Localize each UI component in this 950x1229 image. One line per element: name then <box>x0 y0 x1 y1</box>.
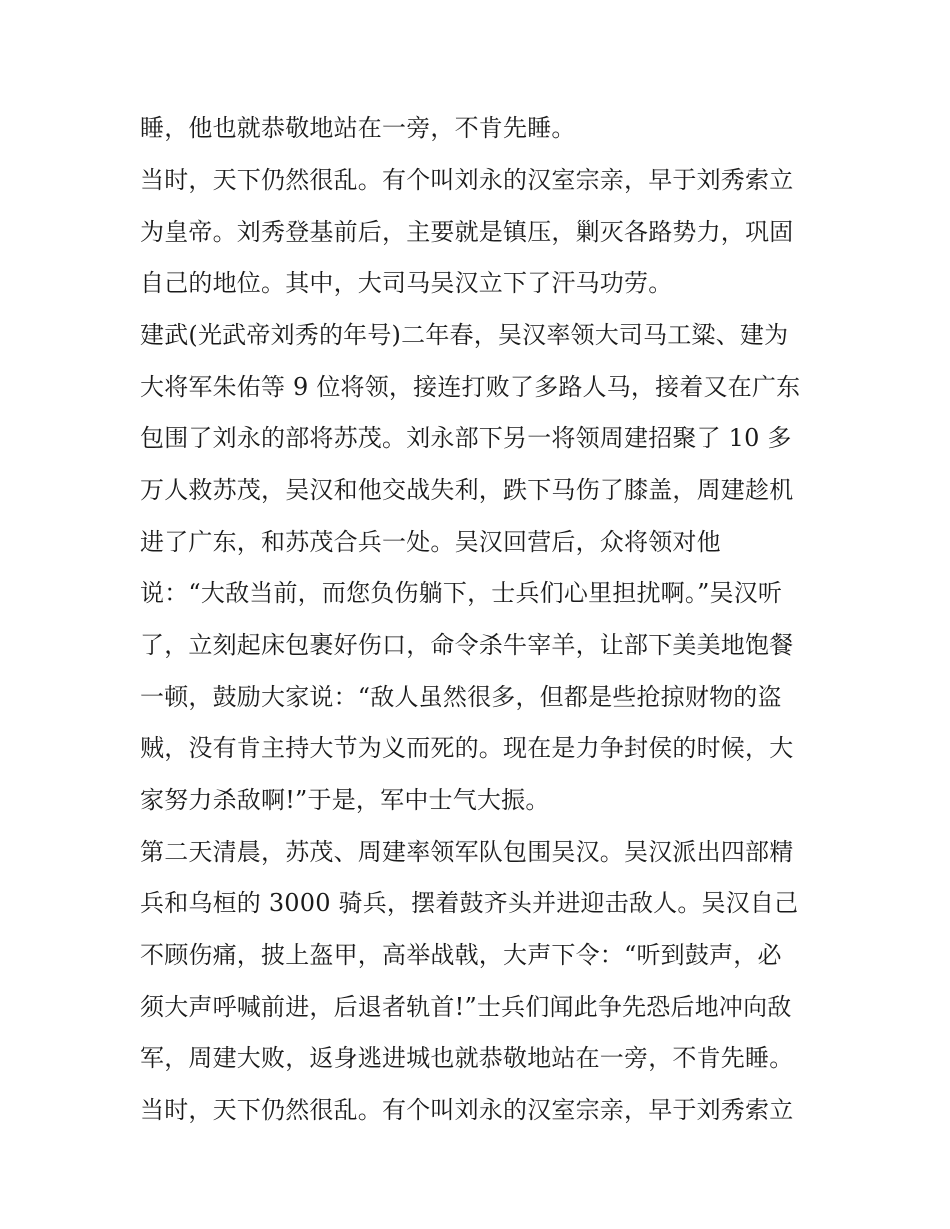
text-line: 兵和乌桓的 3000 骑兵，摆着鼓齐头并进迎击敌人。吴汉自己 <box>140 889 799 917</box>
text-line: 自己的地位。其中，大司马吴汉立下了汗马功劳。 <box>140 269 673 297</box>
text-line: 军，周建大败，返身逃进城也就恭敬地站在一旁，不肯先睡。 <box>140 1044 794 1072</box>
text-line: 为皇帝。刘秀登基前后，主要就是镇压，剿灭各路势力，巩固 <box>140 218 794 246</box>
text-line: 须大声呼喊前进，后退者轨首!”士兵们闻此争先恐后地冲向敌 <box>140 993 792 1021</box>
text-line: 一顿，鼓励大家说：“敌人虽然很多，但都是些抢掠财物的盗 <box>140 683 782 711</box>
text-line: 贼，没有肯主持大节为义而死的。现在是力争封侯的时候，大 <box>140 734 794 762</box>
text-line: 了，立刻起床包裹好伤口，命令杀牛宰羊，让部下美美地饱餐 <box>140 631 794 659</box>
text-line: 包围了刘永的部将苏茂。刘永部下另一将领周建招聚了 10 多 <box>140 424 792 452</box>
text-line: 进了广东，和苏茂合兵一处。吴汉回营后，众将领对他 <box>140 528 721 556</box>
text-line: 第二天清晨，苏茂、周建率领军队包围吴汉。吴汉派出四部精 <box>140 838 794 866</box>
text-line: 当时，天下仍然很乱。有个叫刘永的汉室宗亲，早于刘秀索立 <box>140 166 794 194</box>
text-line: 说：“大敌当前，而您负伤躺下，士兵们心里担扰啊。”吴汉听 <box>140 579 783 607</box>
text-line: 家努力杀敌啊!”于是，军中士气大振。 <box>140 786 550 814</box>
text-line: 万人救苏茂，吴汉和他交战失利，跌下马伤了膝盖，周建趁机 <box>140 476 794 504</box>
text-line: 大将军朱佑等 9 位将领，接连打败了多路人马，接着又在广东 <box>140 373 801 401</box>
text-line: 建武(光武帝刘秀的年号)二年春，吴汉率领大司马工粱、建为 <box>140 321 789 349</box>
text-line: 当时，天下仍然很乱。有个叫刘永的汉室宗亲，早于刘秀索立 <box>140 1096 794 1124</box>
text-line: 睡，他也就恭敬地站在一旁，不肯先睡。 <box>140 114 576 142</box>
text-line: 不顾伤痛，披上盔甲，高举战戟，大声下令：“听到鼓声，必 <box>140 941 782 969</box>
